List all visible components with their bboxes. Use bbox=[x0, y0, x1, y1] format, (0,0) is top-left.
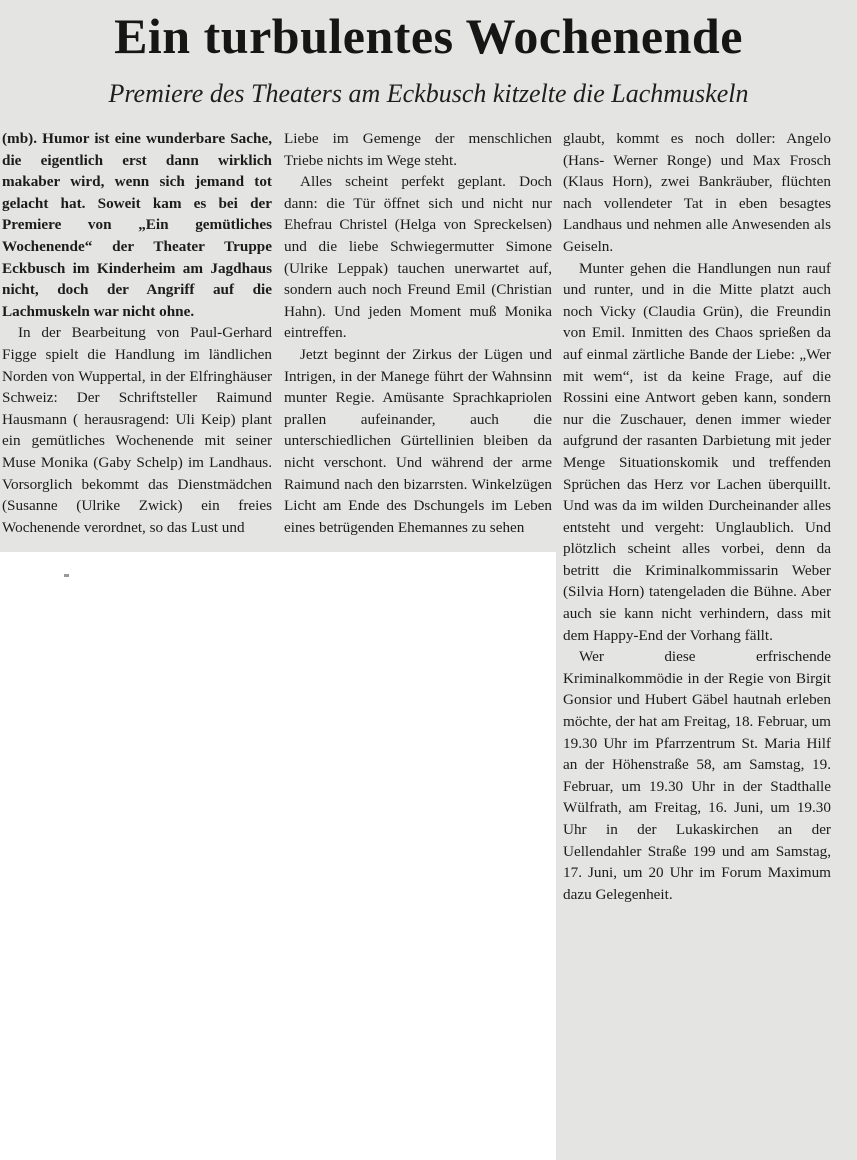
paper-speck bbox=[64, 574, 69, 577]
column-3 bbox=[563, 128, 831, 905]
body-paragraph-2: Alles scheint perfekt geplant. Doch dann: die Tür öffnet sich und nicht nur Ehefrau Christel (Helga von Spreckelsen) und die liebe Schwiegermutter Simone (Ulrike Leppak) tauchen unerwartet auf, sondern auch noch Freund Emil (Christian Hahn). Und jeden Moment muß Monika eintreffen. bbox=[284, 173, 552, 342]
headline: Ein turbulentes Wochenende bbox=[114, 8, 743, 64]
subheadline: Premiere des Theaters am Eckbusch kitzelte die Lachmuskeln bbox=[108, 79, 749, 108]
body-paragraph-5: Wer diese erfrischende Kriminalkommödie in der Regie von Birgit Gonsior und Hubert Gäbel hautnah erleben möchte, der hat am Freitag, 18. Februar, um 19.30 Uhr im Pfarrzentrum St. Maria Hilf an der Höhenstraße 58, am Samstag, 19. Februar, um 19.30 Uhr in der Stadthalle Wülfrath, am Freitag, 16. Juni, um 19.30 Uhr in der Lukaskirchen an der Uellendahler Straße 199 und am Samstag, 17. Juni, um 20 Uhr im Forum Maximum dazu Gelegenheit. bbox=[563, 648, 831, 903]
body-paragraph-3: Jetzt beginnt der Zirkus der Lügen und Intrigen, in der Manege führt der Wahnsinn munter Regie. Amüsante Sprachkapriolen prallen aufeinander, auch die unterschiedlichen Gürtellinien bleiben da nicht verschont. Und während der arme Raimund nach den bizarrsten. Winkelzügen Licht am Ende des Dschungels im Leben eines betrügenden Ehemannes zu sehen bbox=[284, 345, 552, 536]
body-paragraph-3-continued: glaubt, kommt es noch doller: Angelo (Hans- Werner Ronge) und Max Frosch (Klaus Horn), zwei Bankräuber, flüchten nach vollendeter Tat in eben besagtes Landhaus und nehmen alle Anwesenden als Geiseln. bbox=[563, 130, 831, 255]
body-paragraph-1: In der Bearbeitung von Paul-Gerhard Figge spielt die Handlung im ländlichen Norden von Wuppertal, in der Elfringhäuser Schweiz: Der Schriftsteller Raimund Hausmann ( herausragend: Uli Keip) plant ein gemütliches Wochenende mit seiner Muse Monika (Gaby Schelp) im Landhaus. Vorsorglich bekommt das Dienstmädchen (Susanne (Ulrike Zwick) ein freies Wochenende verordnet, so das Lust und bbox=[2, 324, 272, 536]
body-paragraph-1-continued: Liebe im Gemenge der menschlichen Triebe nichts im Wege steht. bbox=[284, 130, 552, 169]
body-paragraph-4: Munter gehen die Handlungen nun rauf und runter, und in die Mitte platzt auch noch Vicky (Claudia Grün), die Freundin von Emil. Inmitten des Chaos sprießen da auf einmal zärtliche Bande der Liebe: „Wer mit wem“, ist da keine Frage, auf die Rossini eine Antwort geben kann, sondern nur die Zuschauer, denen immer wieder aufgrund der rasanten Darbietung mit jeder Menge Situationskomik und treffenden Sprüchen das Herz vor Lachen überquillt. Und was da im wilden Durcheinander alles entsteht und vergeht: Unglaublich. Und plötzlich scheint alles vorbei, denn da betritt die Kriminalkommissarin Weber (Silvia Horn) tatengeladen die Bühne. Aber auch sie kann nicht verhindern, dass mit dem Happy-End der Vorhang fällt. bbox=[563, 259, 831, 644]
lead-paragraph: (mb). Humor ist eine wunderbare Sache, die eigentlich erst dann wirklich makaber wird, wenn sich jemand tot gelacht hat. Soweit kam es bei der Premiere von „Ein gemütliches Wochenende“ der Theater Truppe Eckbusch im Kinderheim am Jagdhaus nicht, doch der Angriff auf die Lachmuskeln war nicht ohne. bbox=[2, 130, 272, 320]
column-1 bbox=[2, 128, 272, 538]
column-2 bbox=[284, 128, 552, 538]
